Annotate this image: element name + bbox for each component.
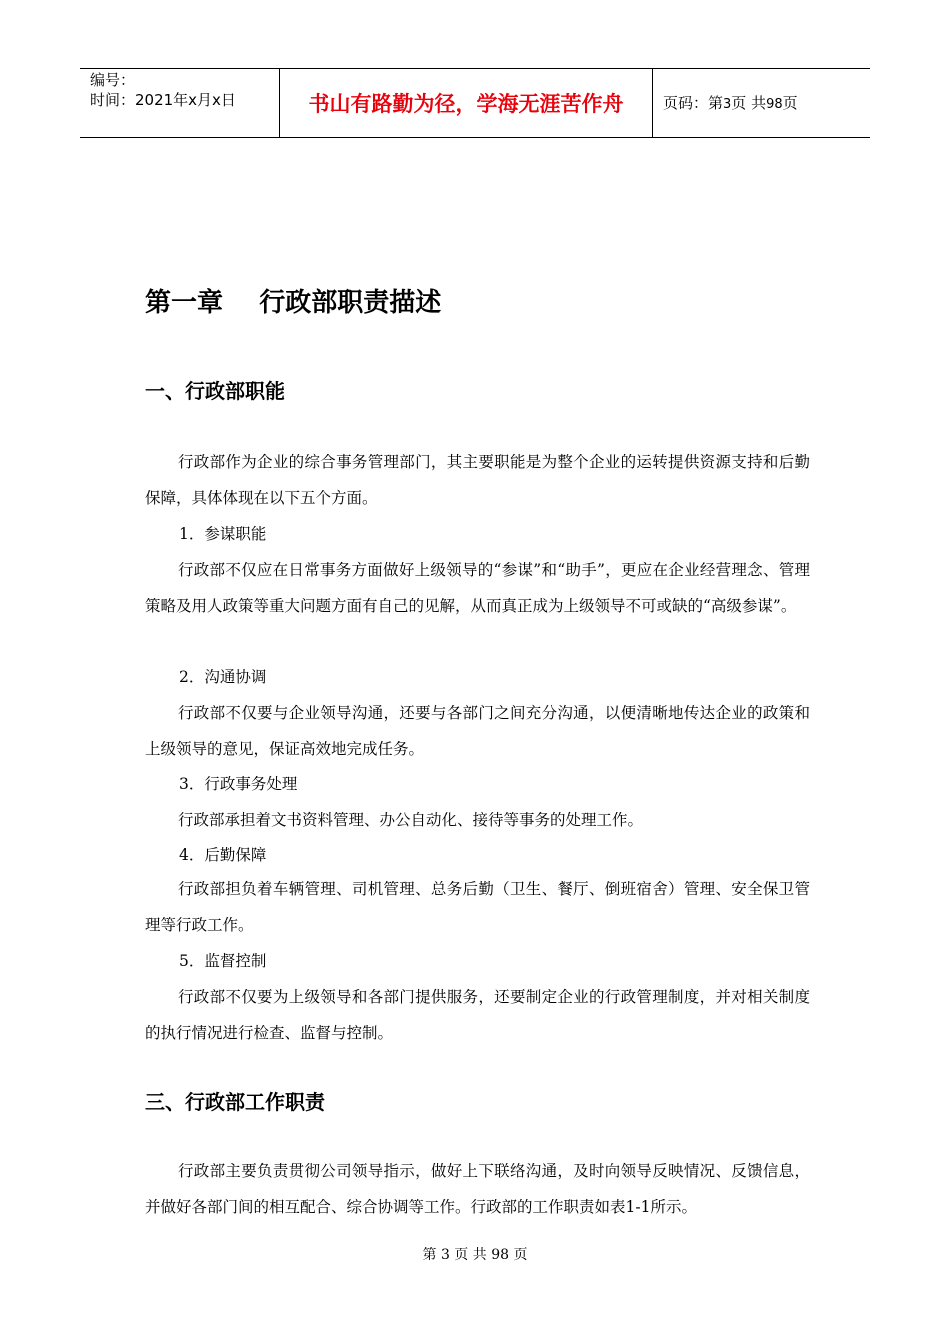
document-number-label: 编号： bbox=[90, 71, 136, 89]
document-date: 时间：2021年x月x日 bbox=[90, 91, 236, 109]
header-page-cell bbox=[653, 69, 870, 137]
header-motto-cell bbox=[280, 69, 653, 137]
item-paragraph-5: 行政部不仅要为上级领导和各部门提供服务，还要制定企业的行政管理制度，并对相关制度的执行情况进行检查、监督与控制。 bbox=[145, 988, 810, 1042]
page-current: 3 bbox=[723, 97, 732, 112]
header-motto: 书山有路勤为径，学海无涯苦作舟 bbox=[308, 92, 624, 116]
section-heading-duties: 三、行政部工作职责 bbox=[145, 1090, 325, 1114]
page-total: 98 bbox=[766, 97, 783, 112]
header-page-info bbox=[663, 93, 798, 115]
item-paragraph-2: 行政部不仅要与企业领导沟通，还要与各部门之间充分沟通，以便清晰地传达企业的政策和上级领导的意见，保证高效地完成任务。 bbox=[145, 704, 810, 758]
item-heading-1: 1．参谋职能 bbox=[179, 525, 267, 543]
item-heading-5: 5．监督控制 bbox=[179, 952, 267, 970]
item-paragraph-1: 行政部不仅应在日常事务方面做好上级领导的“参谋”和“助手”，更应在企业经营理念、管理策略及用人政策等重大问题方面有自己的见解，从而真正成为上级领导不可或缺的“高级参谋”。 bbox=[145, 561, 810, 615]
item-heading-2: 2．沟通协调 bbox=[179, 668, 267, 686]
item-heading-4: 4．后勤保障 bbox=[179, 846, 267, 864]
item-paragraph-4: 行政部担负着车辆管理、司机管理、总务后勤（卫生、餐厅、倒班宿舍）管理、安全保卫管理等行政工作。 bbox=[145, 880, 810, 934]
section-heading-functions: 一、行政部职能 bbox=[145, 379, 285, 403]
page-footer: 第 3 页 共 98 页 bbox=[422, 1247, 528, 1263]
page-mid: 页 共 bbox=[731, 94, 767, 112]
item-heading-3: 3．行政事务处理 bbox=[179, 775, 298, 793]
chapter-title: 第一章 行政部职责描述 bbox=[145, 288, 442, 318]
section-intro-paragraph: 行政部作为企业的综合事务管理部门，其主要职能是为整个企业的运转提供资源支持和后勤保障，具体体现在以下五个方面。 bbox=[145, 453, 810, 507]
page-prefix: 页码：第 bbox=[663, 94, 724, 112]
page-header bbox=[80, 68, 870, 138]
duties-paragraph: 行政部主要负责贯彻公司领导指示，做好上下联络沟通，及时向领导反映情况、反馈信息，并做好各部门间的相互配合、综合协调等工作。行政部的工作职责如表1-1所示。 bbox=[145, 1162, 810, 1216]
header-meta-cell bbox=[80, 69, 280, 137]
item-paragraph-3: 行政部承担着文书资料管理、办公自动化、接待等事务的处理工作。 bbox=[178, 811, 644, 829]
page-suffix: 页 bbox=[782, 94, 798, 112]
